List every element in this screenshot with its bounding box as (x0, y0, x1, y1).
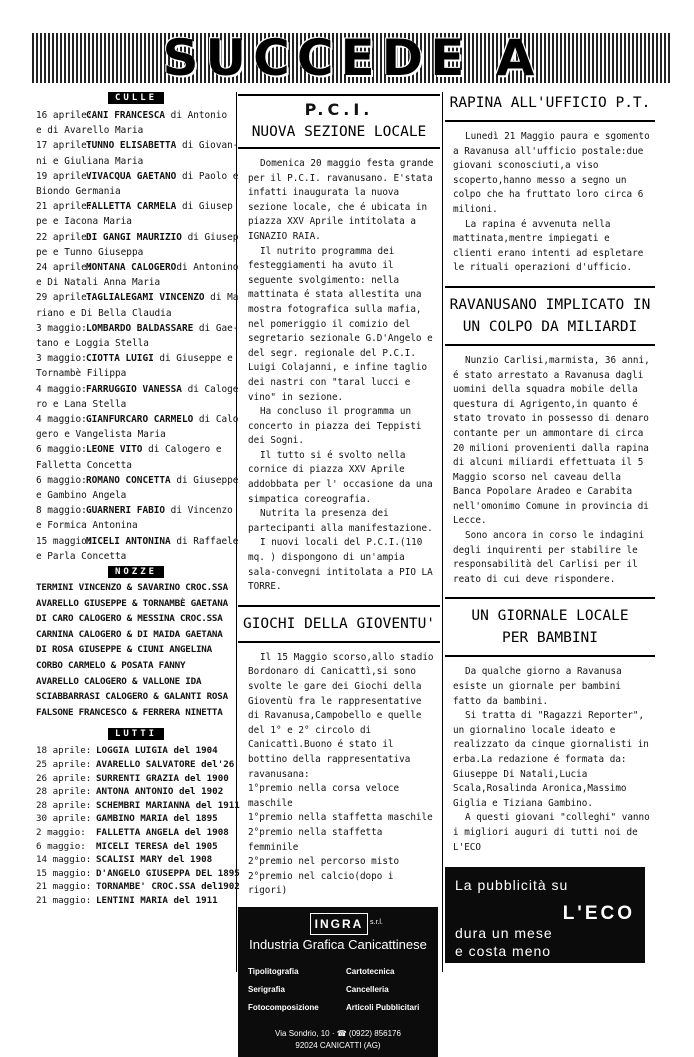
lutti-entry (36, 772, 236, 786)
giochi-result: 2°premio nel percorso misto (248, 856, 400, 868)
entry-name: SURRENTI GRAZIA del 1900 (96, 772, 229, 784)
giochi-result: 1°premio nella staffetta maschile (248, 812, 433, 824)
entry-date: 15 maggio: (36, 535, 93, 547)
entry-parents: di Giuseppe e (153, 353, 233, 365)
entry-date: 18 aprile: (36, 745, 92, 757)
entry-name: FALLETTA CARMELA (86, 201, 177, 213)
article-paragraph: La rapina é avvenuta nella mattinata,mentre impiegati e clienti erano intenti ad espletare le rituali operazioni d'ufficio. (453, 218, 644, 274)
entry-name: LOMBARDO BALDASSARE (86, 322, 194, 334)
article-paragraph: Lunedì 21 Maggio paura e sgomento a Ravanusa all'ufficio postale:due giovani sconosciuti,a viso scoperto,hanno messo a segno un colpo che ha fruttato loro circa 6 milioni. (453, 131, 650, 215)
ingra-name: Industria Grafica Canicattinese (249, 936, 427, 952)
entry-name: GIANFURCARO CARMELO (86, 414, 194, 426)
entry-date: 21 aprile: (36, 201, 93, 213)
lutti-entry (36, 880, 240, 894)
entry-date: 28 aprile: (36, 786, 92, 798)
nozze-entry: FALSONE FRANCESCO & FERRERA NINETTA (36, 706, 223, 718)
entry-parents: di Gae- (193, 322, 239, 334)
lutti-entry (36, 853, 236, 867)
ingra-advertisement (238, 907, 438, 1057)
column-divider (236, 92, 237, 972)
entry-name: FARRUGGIO VANESSA (86, 383, 182, 395)
column-right (445, 92, 655, 963)
entry-name: MONTANA CALOGERO (86, 262, 177, 274)
service-item: Cartotecnica (346, 966, 395, 976)
entry-date: 26 aprile: (36, 772, 92, 784)
eco-brand: L'ECO (562, 903, 635, 925)
entry-name: CIOTTA LUIGI (86, 353, 154, 365)
entry-date: 19 aprile: (36, 170, 93, 182)
entry-parents-line: gero e Vangelista Maria (36, 429, 166, 441)
lutti-entry (36, 826, 236, 840)
entry-name: LOGGIA LUIGIA del 1904 (96, 745, 218, 757)
eco-line3: e costa meno (455, 943, 552, 960)
pci-article-body (238, 157, 440, 595)
giochi-result: 1°premio nella corsa veloce maschile (248, 783, 400, 809)
entry-parents-line: e di Avarello Maria (36, 125, 144, 137)
service-item: Cancelleria (346, 984, 389, 994)
entry-name: D'ANGELO GIUSEPPA DEL 1895 (96, 867, 240, 879)
giochi-article-body (238, 651, 440, 899)
entry-parents: di Calogero e (142, 444, 222, 456)
entry-date: 4 maggio: (36, 383, 87, 395)
entry-parents-line: e Formica Antonina (36, 520, 138, 532)
entry-date: 28 aprile: (36, 799, 92, 811)
article-paragraph: A questi giovani "colleghi" vanno i migliori auguri di tutti noi de L'ECO (453, 812, 650, 853)
culle-entry (36, 534, 239, 549)
culle-entry (36, 382, 239, 397)
entry-parents: di Vincenzo (165, 505, 233, 517)
entry-name: GUARNERI FABIO (86, 505, 166, 517)
entry-parents: di Caloge (181, 383, 239, 395)
giochi-result: 2°premio nel calcio(dopo i rigori) (248, 870, 394, 897)
culle-entry (36, 351, 236, 366)
ingra-logo: INGRA (310, 913, 368, 935)
entry-parents: di Giusep (176, 201, 233, 213)
nozze-entry: DI ROSA GIUSEPPE & CIUNI ANGELINA (36, 644, 212, 656)
entry-date: 17 aprile: (36, 140, 93, 152)
nozze-entry: TERMINI VINCENZO & SAVARINO CROC.SSA (36, 582, 228, 594)
entry-date: 30 aprile: (36, 813, 92, 825)
article-paragraph: Il nutrito programma dei festeggiamenti ha avuto il seguente svolgimento: nella mattinata é stata allestita una mostra fotografica sulla mafia, nel pomeriggio il comizio del segretario sezionale G.D'Angelo e del segr. regionale del P.C.I. Luigi Colajanni, e infine taglio dei nastri con "taral lucci e vino" in sezione. (248, 245, 433, 403)
culle-entry (36, 260, 239, 275)
entry-name: LEONE VITO (86, 444, 143, 456)
service-item: Tipolitografia (248, 966, 299, 976)
entry-date: 29 aprile: (36, 292, 93, 304)
article-paragraph: I nuovi locali del P.C.I.(110 mq. ) dispongono di un'ampia sala-convegni intitolata a PIO LA TORRE. (248, 537, 433, 593)
giornale-article-body (445, 665, 655, 855)
entry-name: VIVACQUA GAETANO (86, 170, 177, 182)
eco-line1: La pubblicità su (455, 877, 569, 894)
rule (445, 655, 655, 657)
lutti-entry (36, 799, 240, 813)
ingra-srl: s.r.l. (370, 918, 383, 926)
lutti-entry (36, 894, 236, 908)
service-item: Articoli Pubblicitari (346, 1002, 420, 1012)
culle-entry (36, 169, 239, 184)
lutti-entry (36, 812, 236, 826)
entry-parents-line: ni e Giuliana Maria (36, 155, 144, 167)
entry-parents: di Antonino (176, 262, 239, 274)
entry-date: 3 maggio: (36, 322, 87, 334)
culle-entry (36, 473, 239, 488)
entry-date: 24 aprile: (36, 262, 93, 274)
entry-parents: di Ma (204, 292, 239, 304)
entry-date: 21 maggio: (36, 894, 92, 906)
rule (238, 147, 440, 149)
entry-name: CANI FRANCESCA (86, 110, 166, 121)
rapina-article-body (445, 130, 655, 276)
entry-parents-line: ro e Lana Stella (36, 398, 127, 410)
lutti-entry (36, 744, 236, 758)
ingra-address: Via Sondrio, 10 · ☎ (0922) 856176 (275, 1028, 401, 1038)
entry-parents-line: e Gambino Angela (36, 490, 127, 502)
rapina-title: RAPINA ALL'UFFICIO P.T. (449, 95, 651, 111)
article-paragraph: Sono ancora in corso le indagini degli inquirenti per stabilire le responsabilità del Carlisi per il reato di cui deve rispondere. (453, 530, 645, 585)
entry-date: 8 maggio: (36, 505, 87, 517)
article-paragraph: Da qualche giorno a Ravanusa esiste un giornale per bambini fatto da bambini. (453, 666, 622, 707)
lutti-band: LUTTI (108, 728, 164, 740)
rule (445, 286, 655, 288)
lutti-entry (36, 840, 236, 854)
nozze-band: NOZZE (108, 566, 164, 578)
culle-entry (36, 108, 236, 123)
rule (445, 120, 655, 122)
masthead-title: SUCCEDE A (162, 33, 542, 83)
nozze-entry: SCIABBARRASI CALOGERO & GALANTI ROSA (36, 691, 228, 703)
culle-list (36, 108, 239, 564)
entry-name: ANTONA ANTONIO del 1902 (96, 786, 224, 798)
culle-entry (36, 199, 236, 214)
entry-name: AVARELLO SALVATORE del'26 (96, 759, 235, 771)
service-item: Fotocomposizione (248, 1002, 319, 1012)
entry-date: 4 maggio: (36, 414, 87, 426)
giochi-intro: Il 15 Maggio scorso,allo stadio Bordonaro di Canicattì,si sono svolte le gare dei Giochi della Gioventù fra le rappresentative di Ravanusa,Campobello e quelle del 1° e 2° circolo di Canicattì.Buono é stato il bottino della rappresentativa ravanusana: (248, 651, 434, 780)
column-center (238, 92, 440, 1057)
entry-date: 25 aprile: (36, 759, 92, 771)
miliardi-title-line2: UN COLPO DA MILIARDI (462, 318, 638, 335)
entry-parents: di Antonio (165, 110, 228, 121)
pci-kicker: P.C.I. (304, 100, 374, 119)
article-paragraph: Nunzio Carlisi,marmista, 36 anni, é stato arrestato a Ravanusa dagli uomini della squadra mobile della questura di Agrigento,in quanto é stato trovato in possesso di denaro contante per un ammontare di circa 20 milioni provenienti dalla rapina di alcuni miliardi effettuata il 5 Maggio scorso nel caveau della Banca Popolare Aradeo e Carabita nell'omonimo Comune in provincia di Lecce. (453, 354, 650, 527)
entry-parents-line: Tornambè Filippa (36, 368, 127, 380)
nozze-entry: CARNINA CALOGERO & DI MAIDA GAETANA (36, 628, 223, 640)
article-paragraph: Domenica 20 maggio festa grande per il P.C.I. ravanusano. E'stata infatti inaugurata la nuova sezione locale, che é ubicata in piazza XXV Aprile intitolata a IGNAZIO RAIA. (248, 158, 434, 242)
rule (445, 597, 655, 599)
entry-name: ROMANO CONCETTA (86, 474, 171, 486)
entry-parents: di Giovan- (176, 140, 239, 152)
column-divider (442, 92, 443, 972)
culle-entry (36, 412, 239, 427)
entry-parents-line: pe e Iacona Maria (36, 216, 132, 228)
culle-entry (36, 442, 236, 457)
entry-parents-line: riano e Di Bella Claudia (36, 307, 172, 319)
culle-entry (36, 290, 239, 305)
giochi-result: 2°premio nella staffetta femminile (248, 826, 383, 853)
entry-date: 3 maggio: (36, 353, 87, 365)
entry-name: GAMBINO MARIA del 1895 (96, 813, 218, 825)
entry-parents-line: pe e Tunno Giuseppa (36, 246, 144, 258)
giornale-title-line1: UN GIORNALE LOCALE (471, 608, 629, 625)
entry-name: TUNNO ELISABETTA (86, 140, 177, 152)
entry-date: 21 maggio: (36, 881, 92, 893)
entry-parents-line: e Di Natali Anna Maria (36, 277, 161, 289)
service-item: Serigrafia (248, 984, 285, 994)
rule (238, 641, 440, 643)
entry-parents-line: tano e Loggia Stella (36, 338, 149, 350)
giornale-title-line2: PER BAMBINI (501, 630, 599, 647)
nozze-entry: AVARELLO CALOGERO & VALLONE IDA (36, 675, 202, 687)
pci-title: NUOVA SEZIONE LOCALE (251, 124, 427, 140)
entry-date: 14 maggio: (36, 854, 92, 866)
culle-entry (36, 230, 239, 245)
article-paragraph: Ha concluso il programma un concerto in piazza dei Teppisti dei Sogni. (248, 406, 422, 447)
article-paragraph: Il tutto si é svolto nella cornice di piazza XXV Aprile addobbata per l' occasione da una simpatica coreografia. (248, 449, 433, 505)
entry-date: 6 maggio: (36, 474, 87, 486)
miliardi-title-line1: RAVANUSANO IMPLICATO IN (449, 296, 651, 313)
miliardi-article-body (445, 354, 655, 588)
column-announcements (36, 92, 240, 908)
nozze-entry: DI CARO CALOGERO & MESSINA CROC.SSA (36, 613, 223, 625)
rule (238, 605, 440, 607)
entry-name: DI GANGI MAURIZIO (86, 231, 182, 243)
entry-date: 6 maggio: (36, 840, 86, 852)
entry-name: TORNAMBE' CROC.SSA del1902 (96, 881, 240, 893)
entry-date: 6 maggio: (36, 444, 87, 456)
entry-name: TAGLIALEGAMI VINCENZO (86, 292, 205, 304)
entry-date: 2 maggio: (36, 827, 86, 838)
entry-name: FALLETTA ANGELA del 1908 (96, 827, 229, 838)
nozze-entry: AVARELLO GIUSEPPE & TORNAMBÈ GAETANA (36, 597, 228, 609)
nozze-list (36, 580, 236, 720)
culle-entry (36, 321, 239, 336)
entry-parents-line: e Parla Concetta (36, 550, 127, 562)
entry-name: SCHEMBRI MARIANNA del 1911 (96, 799, 240, 811)
entry-name: MICELI TERESA del 1905 (96, 840, 218, 852)
entry-date: 15 maggio: (36, 867, 92, 879)
entry-name: LENTINI MARIA del 1911 (96, 894, 218, 906)
entry-parents: di Raffaele (170, 535, 239, 547)
lutti-entry (36, 758, 236, 772)
culle-band: CULLE (108, 92, 164, 104)
entry-date: 16 aprile: (36, 110, 93, 121)
ingra-city: 92024 CANICATTI (AG) (295, 1040, 381, 1050)
article-paragraph: Nutrita la presenza dei partecipanti alla manifestazione. (248, 508, 433, 534)
rule (445, 344, 655, 346)
entry-parents-line: Falletta Concetta (36, 459, 132, 471)
giochi-results (248, 782, 434, 899)
entry-parents: di Giusep (181, 231, 239, 243)
masthead-banner (32, 33, 672, 83)
entry-parents-line: Biondo Germania (36, 186, 121, 198)
entry-parents: di Calo (193, 414, 239, 426)
eco-advertisement (445, 867, 645, 963)
entry-name: MICELI ANTONINA (86, 535, 171, 547)
article-paragraph: Si tratta di "Ragazzi Reporter", un giornalino locale ideato e realizzato da cinque giornalisti in erba.La redazione é formata da: Giuseppe Di Natali,Lucia Scala,Rosalinda Aronica,Massimo Giglia e Tiziana Gambino. (453, 710, 649, 809)
entry-parents: di Paolo e (176, 170, 239, 182)
entry-date: 22 aprile: (36, 231, 93, 243)
culle-entry (36, 138, 239, 153)
lutti-list (36, 744, 240, 907)
lutti-entry (36, 785, 236, 799)
giochi-title: GIOCHI DELLA GIOVENTU' (242, 615, 436, 632)
culle-entry (36, 503, 236, 518)
lutti-entry (36, 867, 240, 881)
rule (238, 94, 440, 96)
entry-parents: di Giuseppe (170, 474, 239, 486)
eco-line2: dura un mese (455, 925, 553, 942)
entry-name: SCALISI MARY del 1908 (96, 854, 213, 866)
nozze-entry: CORBO CARMELO & POSATA FANNY (36, 660, 186, 672)
